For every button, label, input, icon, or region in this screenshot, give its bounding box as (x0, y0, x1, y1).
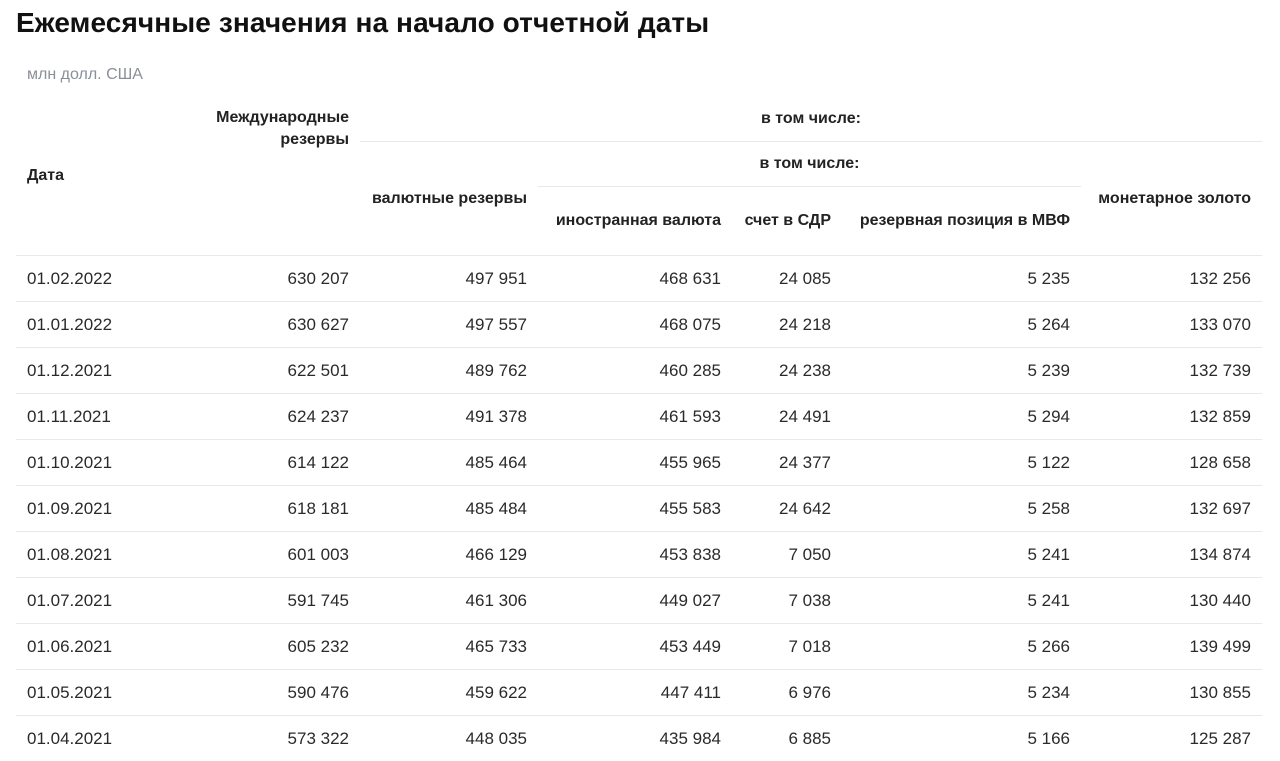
header-fx-reserves[interactable]: валютные резервы (360, 142, 538, 256)
cell-monetary-gold: 132 256 (1081, 256, 1262, 302)
cell-foreign-currency: 455 965 (538, 440, 732, 486)
cell-sdr-account: 24 218 (732, 302, 842, 348)
header-sdr-account[interactable]: счет в СДР (732, 187, 842, 256)
cell-international-reserves: 573 322 (134, 716, 360, 761)
cell-monetary-gold: 132 697 (1081, 486, 1262, 532)
header-international-reserves[interactable]: Международные резервы (134, 97, 360, 256)
cell-sdr-account: 24 377 (732, 440, 842, 486)
cell-foreign-currency: 468 631 (538, 256, 732, 302)
cell-sdr-account: 24 238 (732, 348, 842, 394)
cell-monetary-gold: 130 855 (1081, 670, 1262, 716)
cell-imf-position: 5 235 (842, 256, 1081, 302)
cell-date: 01.12.2021 (16, 348, 134, 394)
table-header (16, 97, 1262, 256)
table-row (16, 670, 1262, 716)
table-row (16, 302, 1262, 348)
cell-international-reserves: 601 003 (134, 532, 360, 578)
table-row (16, 624, 1262, 670)
cell-international-reserves: 618 181 (134, 486, 360, 532)
cell-sdr-account: 24 085 (732, 256, 842, 302)
cell-foreign-currency: 435 984 (538, 716, 732, 761)
cell-monetary-gold: 130 440 (1081, 578, 1262, 624)
cell-date: 01.01.2022 (16, 302, 134, 348)
cell-international-reserves: 605 232 (134, 624, 360, 670)
cell-sdr-account: 6 885 (732, 716, 842, 761)
cell-imf-position: 5 166 (842, 716, 1081, 761)
cell-imf-position: 5 122 (842, 440, 1081, 486)
cell-date: 01.06.2021 (16, 624, 134, 670)
cell-sdr-account: 7 018 (732, 624, 842, 670)
cell-monetary-gold: 139 499 (1081, 624, 1262, 670)
header-imf-position[interactable]: резервная позиция в МВФ (842, 187, 1081, 256)
cell-sdr-account: 7 038 (732, 578, 842, 624)
cell-fx-reserves: 485 464 (360, 440, 538, 486)
cell-international-reserves: 591 745 (134, 578, 360, 624)
cell-date: 01.02.2022 (16, 256, 134, 302)
table-row (16, 486, 1262, 532)
cell-foreign-currency: 455 583 (538, 486, 732, 532)
table-row (16, 256, 1262, 302)
cell-international-reserves: 630 207 (134, 256, 360, 302)
page-title: Ежемесячные значения на начало отчетной даты (16, 6, 709, 40)
header-foreign-currency[interactable]: иностранная валюта (538, 187, 732, 256)
cell-fx-reserves: 465 733 (360, 624, 538, 670)
cell-date: 01.07.2021 (16, 578, 134, 624)
cell-foreign-currency: 460 285 (538, 348, 732, 394)
cell-date: 01.11.2021 (16, 394, 134, 440)
cell-monetary-gold: 132 859 (1081, 394, 1262, 440)
cell-foreign-currency: 468 075 (538, 302, 732, 348)
cell-fx-reserves: 459 622 (360, 670, 538, 716)
cell-monetary-gold: 133 070 (1081, 302, 1262, 348)
cell-imf-position: 5 258 (842, 486, 1081, 532)
cell-foreign-currency: 461 593 (538, 394, 732, 440)
cell-date: 01.09.2021 (16, 486, 134, 532)
cell-foreign-currency: 453 838 (538, 532, 732, 578)
cell-international-reserves: 614 122 (134, 440, 360, 486)
cell-imf-position: 5 266 (842, 624, 1081, 670)
cell-foreign-currency: 449 027 (538, 578, 732, 624)
cell-international-reserves: 622 501 (134, 348, 360, 394)
cell-fx-reserves: 448 035 (360, 716, 538, 761)
cell-date: 01.10.2021 (16, 440, 134, 486)
cell-imf-position: 5 241 (842, 532, 1081, 578)
cell-monetary-gold: 128 658 (1081, 440, 1262, 486)
cell-imf-position: 5 234 (842, 670, 1081, 716)
cell-fx-reserves: 461 306 (360, 578, 538, 624)
cell-foreign-currency: 447 411 (538, 670, 732, 716)
cell-date: 01.08.2021 (16, 532, 134, 578)
cell-fx-reserves: 491 378 (360, 394, 538, 440)
cell-international-reserves: 624 237 (134, 394, 360, 440)
cell-international-reserves: 590 476 (134, 670, 360, 716)
cell-fx-reserves: 466 129 (360, 532, 538, 578)
cell-international-reserves: 630 627 (134, 302, 360, 348)
cell-foreign-currency: 453 449 (538, 624, 732, 670)
cell-sdr-account: 24 642 (732, 486, 842, 532)
table-row (16, 440, 1262, 486)
table-row (16, 394, 1262, 440)
cell-imf-position: 5 241 (842, 578, 1081, 624)
header-date[interactable]: Дата (16, 97, 134, 256)
cell-fx-reserves: 497 557 (360, 302, 538, 348)
cell-fx-reserves: 489 762 (360, 348, 538, 394)
cell-monetary-gold: 132 739 (1081, 348, 1262, 394)
units-caption: млн долл. США (27, 65, 143, 85)
cell-fx-reserves: 485 484 (360, 486, 538, 532)
cell-monetary-gold: 125 287 (1081, 716, 1262, 761)
header-group-including-sub: в том числе: (538, 142, 1081, 187)
table-row (16, 578, 1262, 624)
table-row (16, 532, 1262, 578)
header-group-including-top: в том числе: (360, 97, 1262, 142)
cell-imf-position: 5 294 (842, 394, 1081, 440)
cell-sdr-account: 7 050 (732, 532, 842, 578)
table-row (16, 716, 1262, 761)
cell-fx-reserves: 497 951 (360, 256, 538, 302)
cell-monetary-gold: 134 874 (1081, 532, 1262, 578)
cell-imf-position: 5 264 (842, 302, 1081, 348)
cell-sdr-account: 6 976 (732, 670, 842, 716)
cell-imf-position: 5 239 (842, 348, 1081, 394)
cell-date: 01.05.2021 (16, 670, 134, 716)
table-row (16, 348, 1262, 394)
cell-date: 01.04.2021 (16, 716, 134, 761)
table-body (16, 256, 1262, 761)
header-monetary-gold[interactable]: монетарное золото (1081, 142, 1262, 256)
cell-sdr-account: 24 491 (732, 394, 842, 440)
reserves-table (16, 97, 1262, 761)
